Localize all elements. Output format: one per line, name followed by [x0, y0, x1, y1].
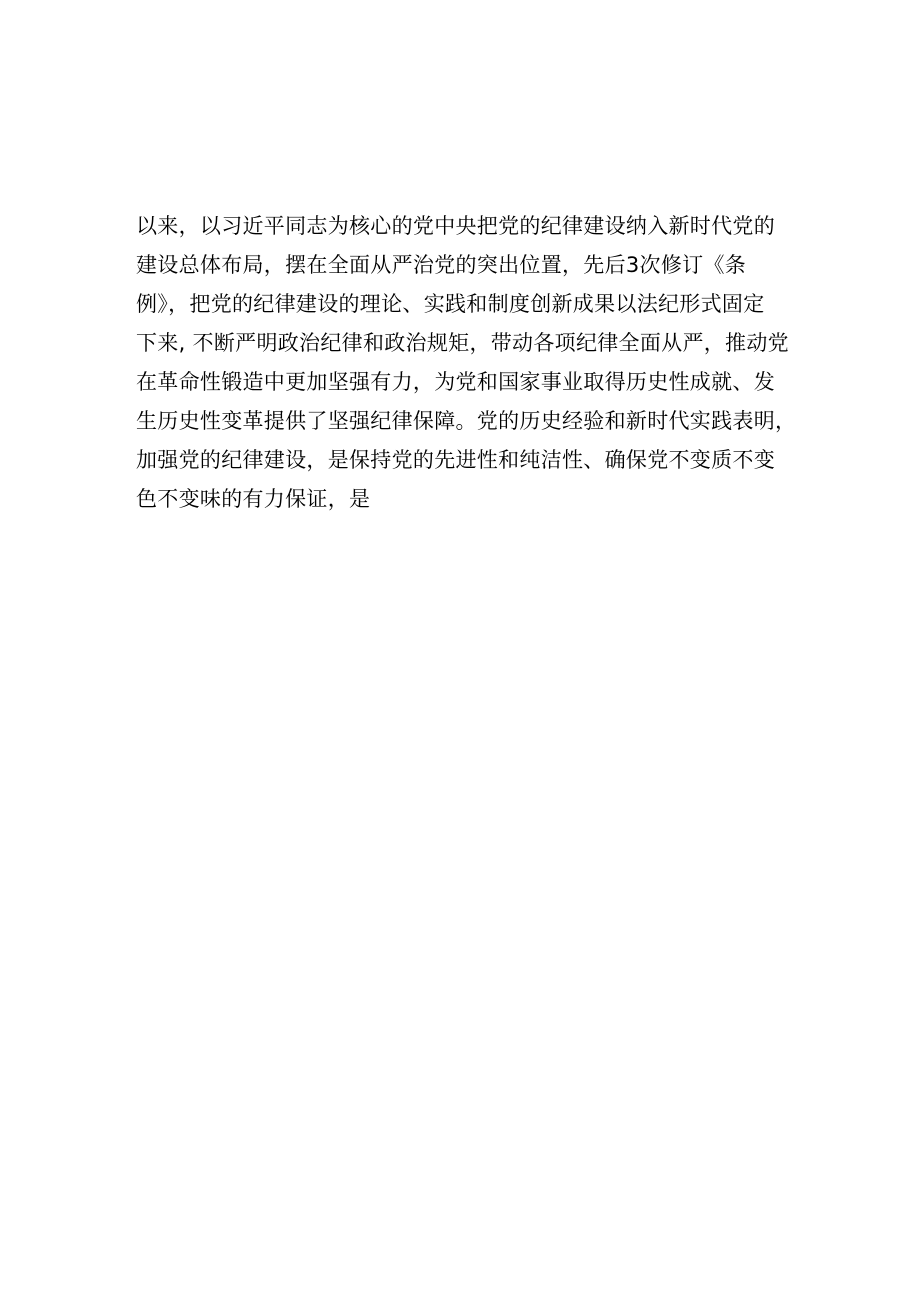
paragraph-line: 色不变味的有力保证，是: [136, 487, 371, 511]
paragraph-line: 下来, 不断严明政治纪律和政治规矩，带动各项纪律全面从严，推动党: [136, 331, 789, 355]
paragraph-line: 例》，把党的纪律建设的理论、实践和制度创新成果以法纪形式固定: [136, 292, 765, 316]
body-paragraph: [136, 207, 816, 519]
paragraph-line: 在革命性锻造中更加坚强有力，为党和国家事业取得历史性成就、发: [136, 370, 775, 394]
paragraph-line: 以来，以习近平同志为核心的党中央把党的纪律建设纳入新时代党的: [136, 214, 775, 238]
paragraph-line: 生历史性变革提供了坚强纪律保障。党的历史经验和新时代实践表明，: [136, 409, 797, 433]
paragraph-line: 加强党的纪律建设，是保持党的先进性和纯洁性、确保党不变质不变: [136, 448, 775, 472]
paragraph-line: 建设总体布局，摆在全面从严治党的突出位置，先后3次修订《条: [136, 253, 747, 277]
